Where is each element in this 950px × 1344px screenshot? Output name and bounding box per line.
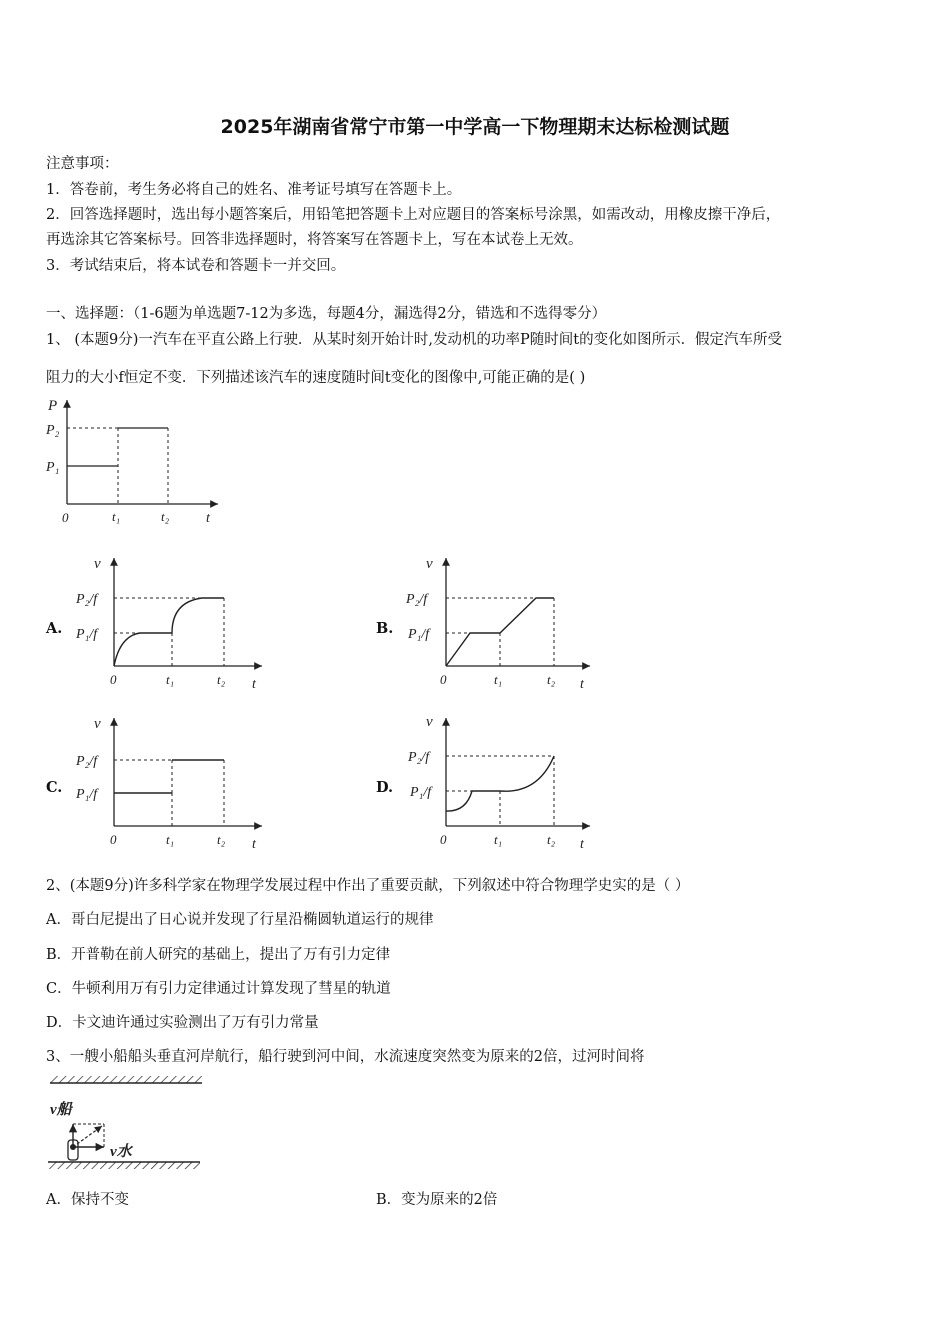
svg-text:v: v xyxy=(94,716,101,732)
q3-stem: 3、一艘小船船头垂直河岸航行，船行驶到河中间，水流速度突然变为原来的2倍，过河时间将 xyxy=(46,1049,645,1065)
svg-text:v: v xyxy=(94,556,101,572)
q1-option-a-graph[interactable] xyxy=(72,550,272,690)
q1-stem-line2: 阻力的大小f恒定不变．下列描述该汽车的速度随时间t变化的图像中,可能正确的是( ) xyxy=(46,370,586,386)
svg-text:t₂: t₂ xyxy=(547,832,556,847)
graph-origin: 0 xyxy=(62,510,69,525)
svg-text:P₁/f: P₁/f xyxy=(76,787,98,802)
q2-option-c[interactable]: C．牛顿利用万有引力定律通过计算发现了彗星的轨道 xyxy=(46,981,391,997)
q1-option-d-label[interactable]: D. xyxy=(376,779,394,796)
svg-text:v: v xyxy=(426,714,433,730)
graph-y-label: P xyxy=(48,398,58,414)
svg-text:t: t xyxy=(580,837,584,850)
notice-heading: 注意事项： xyxy=(46,156,119,172)
section-heading: 一、选择题：（1-6题为单选题7-12为多选，每题4分，漏选得2分，错选和不选得零分） xyxy=(46,306,607,322)
q2-option-b[interactable]: B．开普勒在前人研究的基础上，提出了万有引力定律 xyxy=(46,947,391,963)
notice-item-1: 1．答卷前，考生务必将自己的姓名、准考证号填写在答题卡上。 xyxy=(46,182,462,198)
svg-text:P₂/f: P₂/f xyxy=(406,592,428,607)
q3-option-a[interactable]: A．保持不变 xyxy=(46,1192,129,1208)
svg-text:0: 0 xyxy=(440,832,447,847)
q3-option-b[interactable]: B．变为原来的2倍 xyxy=(376,1192,498,1208)
svg-text:0: 0 xyxy=(110,672,117,687)
v-water-label: v水 xyxy=(110,1144,132,1160)
graph-t1: t₁ xyxy=(112,509,121,524)
river-boat-diagram xyxy=(44,1072,214,1177)
svg-text:t₂: t₂ xyxy=(547,672,556,687)
q1-option-b-graph[interactable] xyxy=(404,550,604,690)
svg-text:t₁: t₁ xyxy=(494,832,503,847)
svg-text:t₁: t₁ xyxy=(494,672,503,687)
svg-text:0: 0 xyxy=(110,832,117,847)
svg-text:P₁/f: P₁/f xyxy=(410,785,432,800)
q2-option-a[interactable]: A．哥白尼提出了日心说并发现了行星沿椭圆轨道运行的规律 xyxy=(46,912,434,928)
svg-text:t₂: t₂ xyxy=(217,672,226,687)
svg-text:P₂/f: P₂/f xyxy=(408,750,430,765)
q2-option-d[interactable]: D．卡文迪许通过实验测出了万有引力常量 xyxy=(46,1015,319,1031)
svg-text:t: t xyxy=(252,677,256,690)
v-boat-label: v船 xyxy=(50,1102,72,1118)
q1-option-a-label[interactable]: A. xyxy=(46,620,63,637)
notice-item-3: 3．考试结束后，将本试卷和答题卡一并交回。 xyxy=(46,258,346,274)
graph-p1-label: P₁ xyxy=(46,460,60,475)
svg-text:t: t xyxy=(252,837,256,850)
svg-text:t₁: t₁ xyxy=(166,832,175,847)
svg-text:0: 0 xyxy=(440,672,447,687)
notice-item-2: 2．回答选择题时，选出每小题答案后，用铅笔把答题卡上对应题目的答案标号涂黑，如需改动，用橡皮擦干净后， xyxy=(46,207,781,223)
svg-text:t₁: t₁ xyxy=(166,672,175,687)
page-title: 2025年湖南省常宁市第一中学高一下物理期末达标检测试题 xyxy=(220,116,730,138)
q2-stem: 2、(本题9分)许多科学家在物理学发展过程中作出了重要贡献，下列叙述中符合物理学史实的是（ ） xyxy=(46,878,690,894)
notice-item-2-cont: 再选涂其它答案标号。回答非选择题时，将答案写在答题卡上，写在本试卷上无效。 xyxy=(46,232,583,248)
q1-option-c-label[interactable]: C. xyxy=(46,779,63,796)
power-time-graph xyxy=(40,390,240,530)
q1-option-c-graph[interactable] xyxy=(72,710,272,850)
q1-stem-line1: 1、 (本题9分)一汽车在平直公路上行驶．从某时刻开始计时,发动机的功率P随时间t的变化如图所示．假定汽车所受 xyxy=(46,332,783,348)
graph-t2: t₂ xyxy=(161,509,170,524)
svg-text:P₂/f: P₂/f xyxy=(76,592,98,607)
q1-option-d-graph[interactable] xyxy=(404,710,604,850)
graph-p2-label: P₂ xyxy=(46,423,60,438)
svg-text:P₂/f: P₂/f xyxy=(76,754,98,769)
svg-text:P₁/f: P₁/f xyxy=(76,627,98,642)
svg-text:v: v xyxy=(426,556,433,572)
graph-x-label: t xyxy=(206,511,210,526)
q1-option-b-label[interactable]: B. xyxy=(376,620,394,637)
svg-text:t: t xyxy=(580,677,584,690)
svg-text:P₁/f: P₁/f xyxy=(408,627,430,642)
svg-text:t₂: t₂ xyxy=(217,832,226,847)
